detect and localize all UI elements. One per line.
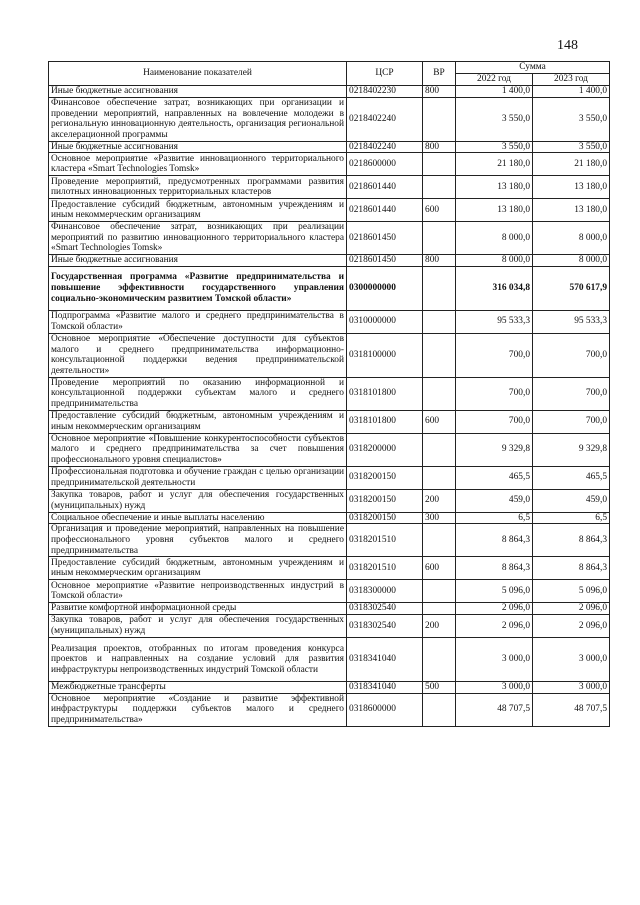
row-sum-2022: 8 000,0	[456, 255, 533, 267]
row-sum-2022: 1 400,0	[456, 86, 533, 98]
row-code: 0318101800	[347, 410, 423, 433]
row-name: Государственная программа «Развитие предпринимательства и повышение эффективности государственного управления социально-экономическим развитием Томской области»	[49, 266, 347, 310]
table-row	[49, 176, 610, 199]
table-row	[49, 512, 610, 524]
row-name: Иные бюджетные ассигнования	[49, 141, 347, 153]
row-vr	[423, 466, 456, 489]
row-vr: 200	[423, 614, 456, 637]
table-row	[49, 614, 610, 637]
row-sum-2023: 95 533,3	[533, 310, 610, 333]
row-code: 0318200150	[347, 466, 423, 489]
header-sum: Сумма	[456, 62, 610, 74]
row-code: 0318302540	[347, 603, 423, 615]
row-sum-2022: 3 000,0	[456, 681, 533, 693]
row-code: 0218402230	[347, 86, 423, 98]
row-sum-2022: 13 180,0	[456, 199, 533, 222]
table-row	[49, 681, 610, 693]
row-vr	[423, 266, 456, 310]
row-code: 0218601440	[347, 199, 423, 222]
row-code: 0218601450	[347, 255, 423, 267]
row-sum-2022: 5 096,0	[456, 580, 533, 603]
row-code: 0318200000	[347, 433, 423, 466]
row-vr: 500	[423, 681, 456, 693]
row-code: 0318201510	[347, 557, 423, 580]
row-sum-2023: 8 000,0	[533, 222, 610, 255]
row-code: 0318600000	[347, 693, 423, 726]
row-sum-2023: 48 707,5	[533, 693, 610, 726]
row-name: Предоставление субсидий бюджетным, автономным учреждениям и иным некоммерческим организациям	[49, 410, 347, 433]
row-code: 0218402240	[347, 141, 423, 153]
row-sum-2023: 6,5	[533, 512, 610, 524]
row-vr	[423, 524, 456, 557]
row-sum-2022: 459,0	[456, 489, 533, 512]
header-name: Наименование показателей	[49, 62, 347, 86]
table-row	[49, 86, 610, 98]
row-code: 0300000000	[347, 266, 423, 310]
table-row	[49, 199, 610, 222]
row-sum-2022: 9 329,8	[456, 433, 533, 466]
row-vr	[423, 377, 456, 410]
row-sum-2022: 3 550,0	[456, 97, 533, 141]
row-code: 0218600000	[347, 153, 423, 176]
row-code: 0310000000	[347, 310, 423, 333]
row-sum-2023: 5 096,0	[533, 580, 610, 603]
row-code: 0318201510	[347, 524, 423, 557]
row-sum-2023: 3 000,0	[533, 637, 610, 681]
row-sum-2023: 9 329,8	[533, 433, 610, 466]
table-row	[49, 466, 610, 489]
row-sum-2022: 700,0	[456, 377, 533, 410]
row-name: Основное мероприятие «Развитие непроизводственных индустрий в Томской области»	[49, 580, 347, 603]
row-sum-2022: 465,5	[456, 466, 533, 489]
row-sum-2022: 6,5	[456, 512, 533, 524]
row-name: Предоставление субсидий бюджетным, автономным учреждениям и иным некоммерческим организациям	[49, 199, 347, 222]
table-row	[49, 410, 610, 433]
row-code: 0218601450	[347, 222, 423, 255]
table-row	[49, 141, 610, 153]
row-code: 0318200150	[347, 489, 423, 512]
table-row	[49, 693, 610, 726]
table-row	[49, 377, 610, 410]
row-vr: 600	[423, 557, 456, 580]
row-sum-2022: 8 864,3	[456, 557, 533, 580]
row-sum-2022: 3 550,0	[456, 141, 533, 153]
row-sum-2022: 700,0	[456, 410, 533, 433]
row-name: Подпрограмма «Развитие малого и среднего предпринимательства в Томской области»	[49, 310, 347, 333]
table-row	[49, 153, 610, 176]
row-sum-2023: 3 000,0	[533, 681, 610, 693]
row-code: 0318341040	[347, 637, 423, 681]
row-vr	[423, 176, 456, 199]
row-sum-2023: 13 180,0	[533, 199, 610, 222]
row-sum-2023: 8 864,3	[533, 524, 610, 557]
table-row	[49, 310, 610, 333]
row-sum-2023: 700,0	[533, 410, 610, 433]
table-row	[49, 489, 610, 512]
row-vr: 300	[423, 512, 456, 524]
row-code: 0318302540	[347, 614, 423, 637]
row-sum-2022: 2 096,0	[456, 603, 533, 615]
row-sum-2023: 8 864,3	[533, 557, 610, 580]
table-row	[49, 557, 610, 580]
row-sum-2022: 48 707,5	[456, 693, 533, 726]
row-vr: 800	[423, 86, 456, 98]
row-sum-2022: 700,0	[456, 333, 533, 377]
table-row	[49, 266, 610, 310]
row-sum-2022: 2 096,0	[456, 614, 533, 637]
row-name: Иные бюджетные ассигнования	[49, 255, 347, 267]
header-year-2023: 2023 год	[533, 74, 610, 86]
row-name: Социальное обеспечение и иные выплаты населению	[49, 512, 347, 524]
row-name: Межбюджетные трансферты	[49, 681, 347, 693]
row-sum-2023: 3 550,0	[533, 97, 610, 141]
row-sum-2022: 13 180,0	[456, 176, 533, 199]
row-vr	[423, 222, 456, 255]
table-row	[49, 97, 610, 141]
row-name: Финансовое обеспечение затрат, возникающих при реализации мероприятий по развитию инновационного территориального кластера «Smart Technologies Tomsk»	[49, 222, 347, 255]
row-sum-2023: 700,0	[533, 333, 610, 377]
row-sum-2022: 3 000,0	[456, 637, 533, 681]
row-vr	[423, 637, 456, 681]
row-sum-2023: 21 180,0	[533, 153, 610, 176]
table-row	[49, 524, 610, 557]
row-code: 0318341040	[347, 681, 423, 693]
header-year-2022: 2022 год	[456, 74, 533, 86]
row-vr: 800	[423, 141, 456, 153]
table-row	[49, 255, 610, 267]
row-sum-2023: 8 000,0	[533, 255, 610, 267]
row-name: Финансовое обеспечение затрат, возникающих при организации и проведении мероприятий, направленных на вовлечение молодежи в региональную инновационную деятельность, организация региональной акселерационной программы	[49, 97, 347, 141]
row-sum-2023: 2 096,0	[533, 614, 610, 637]
row-name: Профессиональная подготовка и обучение граждан с целью организации предпринимательской деятельности	[49, 466, 347, 489]
row-vr: 200	[423, 489, 456, 512]
row-vr	[423, 433, 456, 466]
row-code: 0318100000	[347, 333, 423, 377]
row-vr	[423, 97, 456, 141]
row-code: 0218601440	[347, 176, 423, 199]
row-sum-2023: 459,0	[533, 489, 610, 512]
row-sum-2023: 570 617,9	[533, 266, 610, 310]
row-name: Иные бюджетные ассигнования	[49, 86, 347, 98]
row-name: Проведение мероприятий, предусмотренных программами развития пилотных инновационных территориальных кластеров	[49, 176, 347, 199]
row-vr	[423, 603, 456, 615]
table-row	[49, 433, 610, 466]
table-row	[49, 222, 610, 255]
header-vr: ВР	[423, 62, 456, 86]
budget-table	[48, 61, 610, 727]
table-row	[49, 580, 610, 603]
row-name: Предоставление субсидий бюджетным, автономным учреждениям и иным некоммерческим организациям	[49, 557, 347, 580]
table-row	[49, 637, 610, 681]
row-vr: 600	[423, 199, 456, 222]
row-name: Организация и проведение мероприятий, направленных на повышение профессионального уровня субъектов малого и среднего предпринимательства	[49, 524, 347, 557]
row-sum-2022: 8 864,3	[456, 524, 533, 557]
row-sum-2023: 700,0	[533, 377, 610, 410]
row-name: Основное мероприятие «Развитие инновационного территориального кластера «Smart Technologies Tomsk»	[49, 153, 347, 176]
row-sum-2023: 2 096,0	[533, 603, 610, 615]
row-vr	[423, 333, 456, 377]
row-name: Развитие комфортной информационной среды	[49, 603, 347, 615]
row-code: 0318300000	[347, 580, 423, 603]
row-sum-2023: 3 550,0	[533, 141, 610, 153]
row-code: 0318101800	[347, 377, 423, 410]
row-name: Реализация проектов, отобранных по итогам проведения конкурса проектов и направленных на создание условий для развития инфраструктуры непроизводственных индустрий Томской области	[49, 637, 347, 681]
row-vr: 800	[423, 255, 456, 267]
row-sum-2022: 95 533,3	[456, 310, 533, 333]
row-sum-2022: 8 000,0	[456, 222, 533, 255]
table-row	[49, 333, 610, 377]
row-vr	[423, 153, 456, 176]
row-sum-2023: 465,5	[533, 466, 610, 489]
row-code: 0218402240	[347, 97, 423, 141]
row-name: Основное мероприятие «Создание и развитие эффективной инфраструктуры поддержки субъектов малого и среднего предпринимательства»	[49, 693, 347, 726]
row-sum-2023: 13 180,0	[533, 176, 610, 199]
row-vr	[423, 310, 456, 333]
row-vr	[423, 580, 456, 603]
row-code: 0318200150	[347, 512, 423, 524]
row-name: Проведение мероприятий по оказанию информационной и консультационной поддержки субъектам малого и среднего предпринимательства	[49, 377, 347, 410]
table-row	[49, 603, 610, 615]
row-sum-2023: 1 400,0	[533, 86, 610, 98]
page-number: 148	[557, 38, 578, 53]
row-name: Основное мероприятие «Обеспечение доступности для субъектов малого и среднего предпринимательства информационно-консультационной поддержки ведения предпринимательской деятельности»	[49, 333, 347, 377]
row-name: Закупка товаров, работ и услуг для обеспечения государственных (муниципальных) нужд	[49, 489, 347, 512]
row-sum-2022: 316 034,8	[456, 266, 533, 310]
row-name: Основное мероприятие «Повышение конкурентоспособности субъектов малого и среднего предпринимательства за счет повышения профессионального уровня специалистов»	[49, 433, 347, 466]
row-vr	[423, 693, 456, 726]
row-vr: 600	[423, 410, 456, 433]
row-sum-2022: 21 180,0	[456, 153, 533, 176]
row-name: Закупка товаров, работ и услуг для обеспечения государственных (муниципальных) нужд	[49, 614, 347, 637]
header-code: ЦСР	[347, 62, 423, 86]
